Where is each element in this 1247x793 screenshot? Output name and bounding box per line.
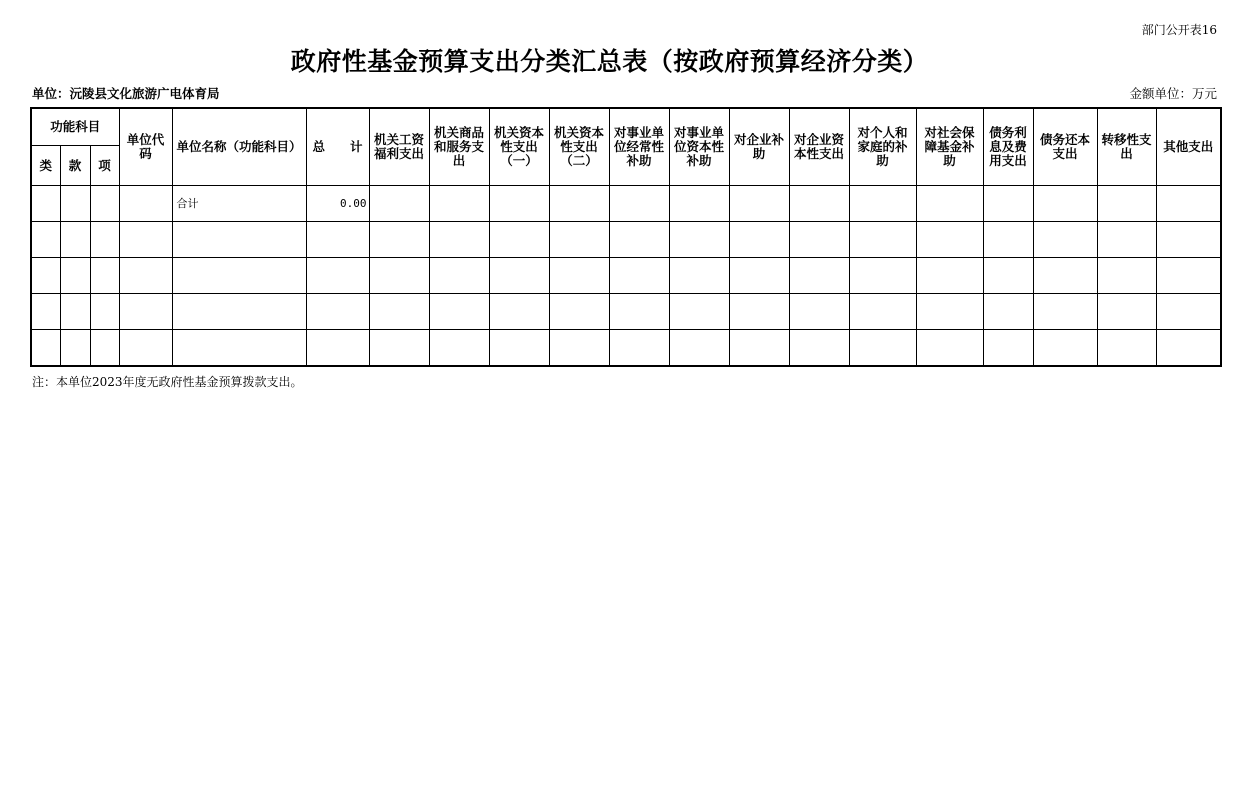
col-header-2: 机关商品和服务支出 [429, 108, 489, 186]
unit-label: 单位：沅陵县文化旅游广电体育局 [32, 86, 220, 101]
table-cell [849, 186, 916, 222]
table-cell [369, 186, 429, 222]
col-header-12: 债务还本支出 [1033, 108, 1097, 186]
col-header-11: 债务利息及费用支出 [983, 108, 1033, 186]
table-row-total [31, 186, 1221, 222]
unit-code-header: 单位代码 [119, 108, 172, 186]
table-cell [1097, 186, 1156, 222]
table-cell [31, 186, 60, 222]
table-cell [119, 186, 172, 222]
amount-unit-label: 金额单位：万元 [1129, 86, 1217, 101]
col-header-14: 其他支出 [1156, 108, 1221, 186]
table-cell [609, 186, 669, 222]
table-cell [429, 186, 489, 222]
page-title: 政府性基金预算支出分类汇总表（按政府预算经济分类） [290, 47, 929, 76]
table-cell [916, 186, 983, 222]
col-header-10: 对社会保障基金补助 [916, 108, 983, 186]
xiang-header: 项 [90, 146, 119, 186]
footnote: 注：本单位2023年度无政府性基金预算拨款支出。 [32, 375, 303, 389]
row-name-cell: 合计 [172, 186, 306, 222]
kuan-header: 款 [60, 146, 90, 186]
col-header-3: 机关资本性支出（一） [489, 108, 549, 186]
col-header-5: 对事业单位经常性补助 [609, 108, 669, 186]
table-cell [729, 186, 789, 222]
table-row-empty [31, 222, 1221, 258]
table-cell [60, 186, 90, 222]
table-number: 部门公开表16 [1141, 23, 1217, 37]
table-row-empty [31, 258, 1221, 294]
table-row-empty [31, 330, 1221, 367]
table-cell [669, 186, 729, 222]
col-header-7: 对企业补助 [729, 108, 789, 186]
total-header: 总 计 [306, 108, 369, 186]
table-cell [90, 186, 119, 222]
col-header-13: 转移性支出 [1097, 108, 1156, 186]
table-cell [1033, 186, 1097, 222]
table-cell [1156, 186, 1221, 222]
row-total-cell: 0.00 [306, 186, 369, 222]
unit-name-header: 单位名称（功能科目） [172, 108, 306, 186]
table-cell [549, 186, 609, 222]
col-header-8: 对企业资本性支出 [789, 108, 849, 186]
table-cell [789, 186, 849, 222]
lei-header: 类 [31, 146, 60, 186]
col-header-4: 机关资本性支出（二） [549, 108, 609, 186]
table-cell [983, 186, 1033, 222]
table-cell [489, 186, 549, 222]
function-subject-header: 功能科目 [31, 108, 119, 146]
col-header-9: 对个人和家庭的补助 [849, 108, 916, 186]
col-header-6: 对事业单位资本性补助 [669, 108, 729, 186]
budget-table [30, 107, 1222, 367]
table-row-empty [31, 294, 1221, 330]
col-header-1: 机关工资福利支出 [369, 108, 429, 186]
